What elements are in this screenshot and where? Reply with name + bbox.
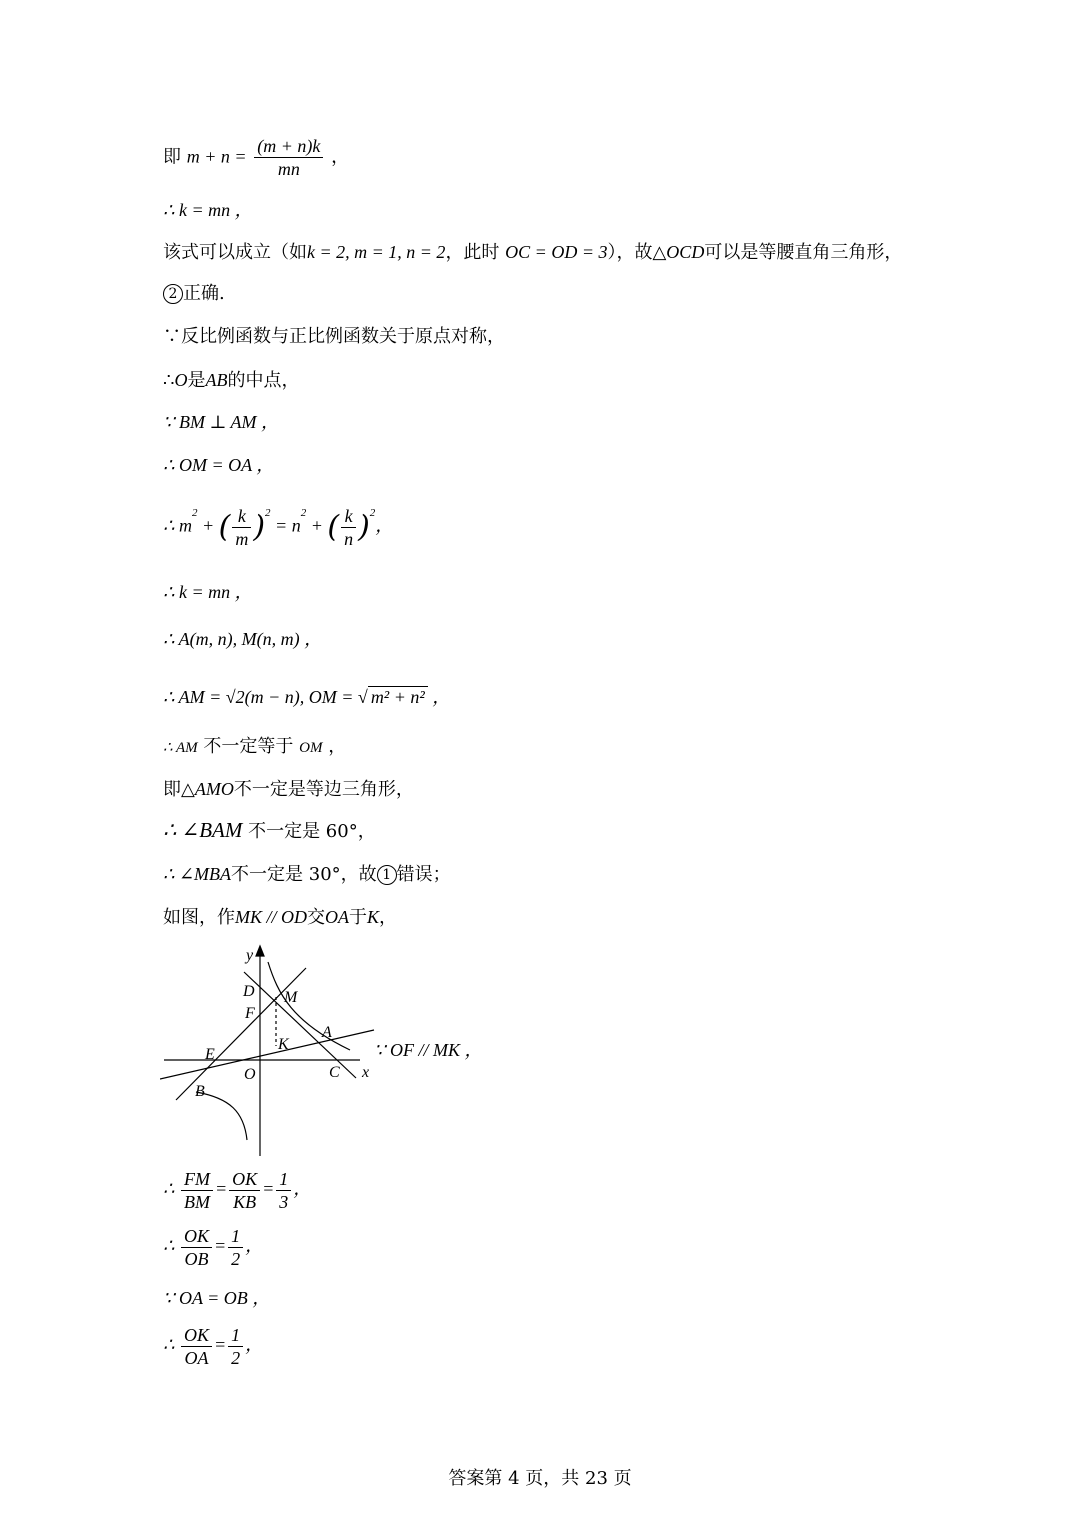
exponent: 2 xyxy=(300,507,307,519)
line-1 xyxy=(163,135,349,180)
math: = n xyxy=(275,515,301,536)
line-22 xyxy=(163,1324,263,1369)
denominator: BM xyxy=(183,1192,210,1212)
line-14 xyxy=(163,777,414,802)
denominator: KB xyxy=(233,1192,257,1212)
text: 于 xyxy=(349,907,367,928)
math: AB xyxy=(205,370,228,390)
fraction xyxy=(232,505,251,550)
text: ∴ xyxy=(163,1235,175,1256)
math: ∴ ∠BAM xyxy=(163,818,243,842)
math: ∴ AM = √2(m − n), OM = xyxy=(163,687,358,707)
math: △AMO xyxy=(181,779,234,799)
math: O xyxy=(174,370,188,390)
text: 即 xyxy=(163,779,181,800)
label-K: K xyxy=(278,1036,289,1053)
text: 可以是等腰直角三角形， xyxy=(704,242,903,263)
page-footer: 答案第 4 页，共 23 页 xyxy=(448,1468,632,1489)
text: ， xyxy=(375,515,394,536)
line-7: ∵ BM ⊥ AM ， xyxy=(163,412,280,432)
text: ， xyxy=(245,1235,264,1256)
text: ∴ xyxy=(163,1178,175,1199)
text: ， xyxy=(331,146,350,168)
line-17 xyxy=(163,905,397,930)
line-16 xyxy=(163,862,451,887)
geometry-figure xyxy=(160,942,380,1158)
line-13 xyxy=(163,735,346,760)
text: 不一定是 30°，故 xyxy=(231,864,377,885)
text: 不一定是 60°， xyxy=(242,821,376,842)
numerator: OK xyxy=(229,1168,260,1191)
label-M: M xyxy=(284,989,298,1006)
equals: = xyxy=(213,1235,227,1256)
line-21: ∵ OA = OB ， xyxy=(163,1288,271,1308)
text: ， xyxy=(245,1334,264,1355)
line-4 xyxy=(163,282,225,306)
denominator: mn xyxy=(277,159,300,179)
fraction xyxy=(228,1324,243,1369)
numerator: OK xyxy=(181,1225,212,1248)
line-11: ∴ A(m, n), M(n, m) ， xyxy=(163,629,323,649)
math: + xyxy=(306,515,323,536)
text: 该式可以成立（如 xyxy=(163,242,307,263)
numerator: 1 xyxy=(276,1168,291,1191)
text: 不一定等于 xyxy=(197,736,300,757)
label-O: O xyxy=(244,1066,256,1083)
numerator: FM xyxy=(181,1168,213,1191)
math: OC = OD = 3 xyxy=(505,242,608,262)
fraction xyxy=(276,1168,291,1213)
fraction xyxy=(181,1168,213,1213)
line-18: ∵ OF // MK ， xyxy=(374,1040,483,1060)
line-19 xyxy=(163,1168,311,1213)
math: m + n = xyxy=(186,146,247,167)
equals: = xyxy=(214,1178,228,1199)
denominator: 2 xyxy=(231,1348,241,1368)
fraction xyxy=(228,1225,243,1270)
line-15 xyxy=(163,818,376,844)
numerator: 1 xyxy=(228,1324,243,1347)
label-B: B xyxy=(195,1083,205,1100)
math: MK // OD xyxy=(235,907,307,927)
label-A: A xyxy=(322,1024,332,1041)
text: 错误； xyxy=(396,864,451,885)
paren: ) xyxy=(253,509,266,545)
line-8: ∴ OM = OA ， xyxy=(163,455,275,475)
math: OM xyxy=(299,740,323,756)
math: ∴ m xyxy=(163,515,192,536)
numerator: OK xyxy=(181,1324,212,1347)
line-3 xyxy=(163,240,902,265)
denominator: n xyxy=(344,529,354,549)
text: ），故 xyxy=(607,242,653,263)
line-12: ∴ AM = √2(m − n), OM = √ m² + n² ， xyxy=(163,687,451,707)
math: + xyxy=(197,515,215,536)
line-9 xyxy=(163,505,393,550)
fraction xyxy=(181,1225,212,1270)
paren: ) xyxy=(358,509,370,545)
paren: ( xyxy=(327,509,340,545)
denominator: OB xyxy=(184,1249,209,1269)
line-DC xyxy=(244,972,356,1078)
radicand: m² + n² xyxy=(368,686,428,707)
text: 如图，作 xyxy=(163,907,235,928)
text: ， xyxy=(322,736,347,757)
denominator: 2 xyxy=(231,1249,241,1269)
text: 是 xyxy=(187,370,206,391)
text: 正确. xyxy=(183,283,225,304)
fraction xyxy=(181,1324,212,1369)
math: ∴ AM xyxy=(163,740,198,756)
circled-number: 1 xyxy=(377,865,397,885)
denominator: m xyxy=(235,529,249,549)
math: ∴ ∠MBA xyxy=(163,864,232,884)
math: k = 2, m = 1, n = 2 xyxy=(307,242,446,262)
line-6 xyxy=(163,368,299,393)
math: OA xyxy=(325,907,349,927)
denominator: 3 xyxy=(279,1192,289,1212)
text: ∴ xyxy=(163,370,175,391)
equals: = xyxy=(262,1178,275,1199)
exponent: 2 xyxy=(369,507,376,519)
exponent: 2 xyxy=(191,507,198,519)
label-y: y xyxy=(246,947,254,964)
text: 的中点， xyxy=(227,370,300,391)
numerator: (m + n)k xyxy=(254,135,323,158)
text: ∴ xyxy=(163,1334,175,1355)
text: 交 xyxy=(307,907,325,928)
fraction xyxy=(254,135,323,180)
fraction xyxy=(229,1168,260,1213)
numerator: 1 xyxy=(228,1225,243,1248)
exponent: 2 xyxy=(265,507,271,519)
line-EM xyxy=(176,968,306,1100)
math: K xyxy=(367,907,380,927)
y-arrow xyxy=(256,946,264,956)
line-BA xyxy=(160,1030,374,1079)
equals: = xyxy=(213,1334,227,1355)
fraction xyxy=(341,505,356,550)
line-10: ∴ k = mn ， xyxy=(163,582,253,602)
numerator: k xyxy=(341,505,356,528)
text: ， xyxy=(427,687,451,707)
line-20 xyxy=(163,1225,263,1270)
line-5: ∵反比例函数与正比例函数关于原点对称， xyxy=(163,326,505,347)
label-E: E xyxy=(205,1046,215,1063)
text: ，此时 xyxy=(445,242,500,263)
text: 即 xyxy=(163,146,181,168)
text: ， xyxy=(293,1178,312,1199)
text: 不一定是等边三角形， xyxy=(233,779,414,800)
math: △OCD xyxy=(652,242,705,262)
text: ， xyxy=(379,907,398,928)
label-D: D xyxy=(243,983,255,1000)
label-x: x xyxy=(362,1064,370,1081)
paren: ( xyxy=(218,509,231,545)
circled-number: 2 xyxy=(163,284,183,304)
label-C: C xyxy=(329,1064,340,1081)
denominator: OA xyxy=(184,1348,209,1368)
label-F: F xyxy=(245,1005,255,1022)
line-2: ∴ k = mn ， xyxy=(163,200,253,220)
numerator: k xyxy=(232,505,251,528)
